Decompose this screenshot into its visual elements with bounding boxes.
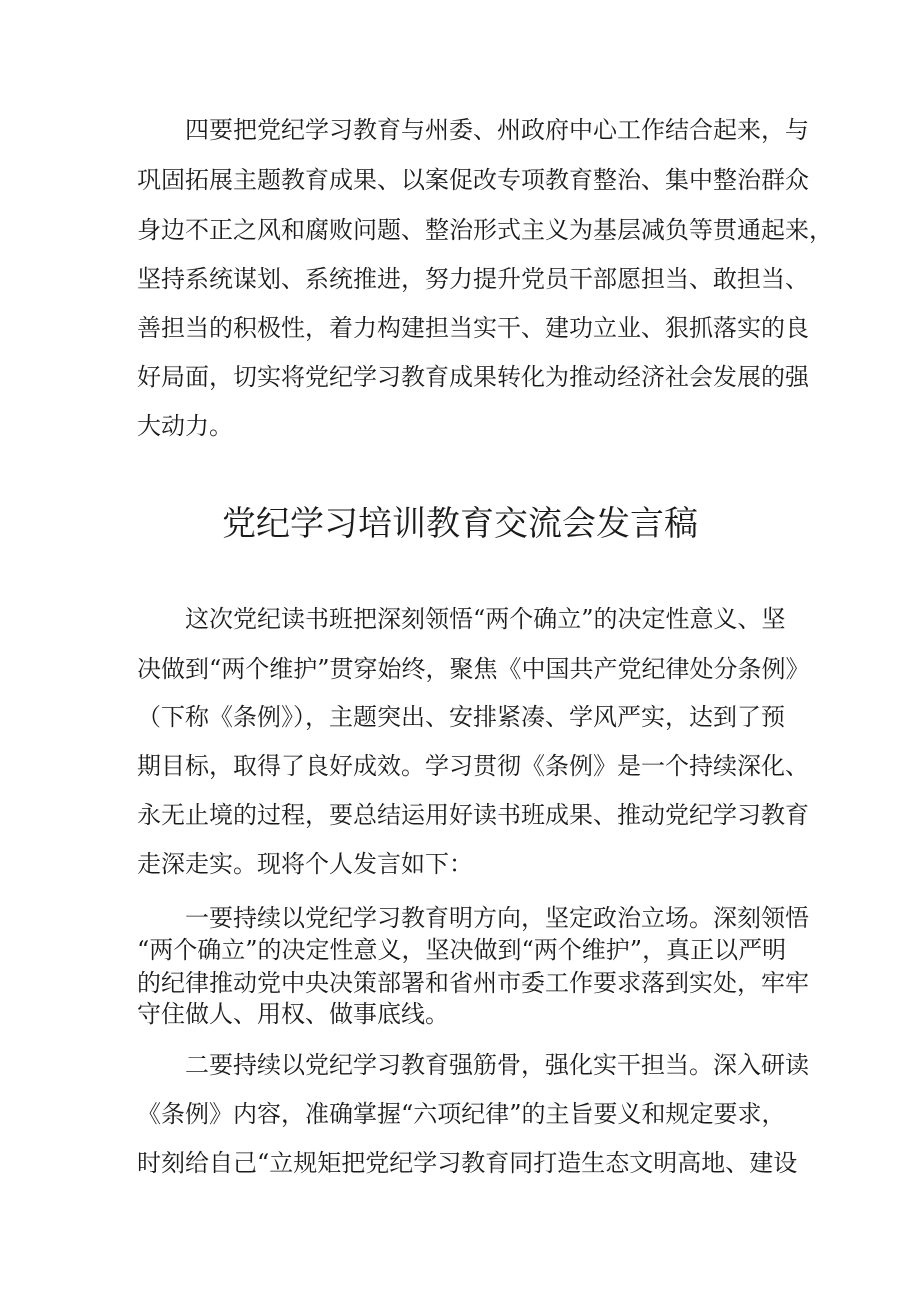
text-line: 时刻给自己“立规矩把党纪学习教育同打造生态文明高地、建设 [137,1149,798,1177]
text-line: 走深走实。现将个人发言如下： [137,850,473,878]
text-line: 巩固拓展主题教育成果、以案促改专项教育整治、集中整治群众 [137,166,809,194]
text-line: 二要持续以党纪学习教育强筋骨，强化实干担当。深入研读 [185,1051,809,1079]
text-line: 大动力。 [137,412,233,440]
text-line: （下称《条例》），主题突出、安排紧凑、学风严实，达到了预 [137,703,785,731]
document-title: 党纪学习培训教育交流会发言稿 [222,504,698,544]
text-line: 好局面，切实将党纪学习教育成果转化为推动经济社会发展的强 [137,363,809,391]
text-line: “两个确立”的决定性意义，坚决做到“两个维护”，真正以严明 [137,936,787,964]
text-line: 这次党纪读书班把深刻领悟“两个确立”的决定性意义、坚 [185,605,786,633]
text-line: 坚持系统谋划、系统推进，努力提升党员干部愿担当、敢担当、 [137,265,809,293]
text-line: 守住做人、用权、做事底线。 [137,1000,449,1028]
text-line: 永无止境的过程，要总结运用好读书班成果、推动党纪学习教育 [137,801,809,829]
text-line: 一要持续以党纪学习教育明方向，坚定政治立场。深刻领悟 [185,904,809,932]
text-line: 善担当的积极性，着力构建担当实干、建功立业、狠抓落实的良 [137,314,809,342]
text-line: 期目标，取得了良好成效。学习贯彻《条例》是一个持续深化、 [137,752,809,780]
text-line: 的纪律推动党中央决策部署和省州市委工作要求落到实处，牢牢 [137,969,809,997]
text-line: 四要把党纪学习教育与州委、州政府中心工作结合起来，与 [185,116,809,144]
text-line: 身边不正之风和腐败问题、整治形式主义为基层减负等贯通起来， [137,216,833,244]
text-line: 决做到“两个维护”贯穿始终，聚焦《中国共产党纪律处分条例》 [137,655,810,683]
text-line: 《条例》内容，准确掌握“六项纪律”的主旨要义和规定要求， [137,1100,786,1128]
